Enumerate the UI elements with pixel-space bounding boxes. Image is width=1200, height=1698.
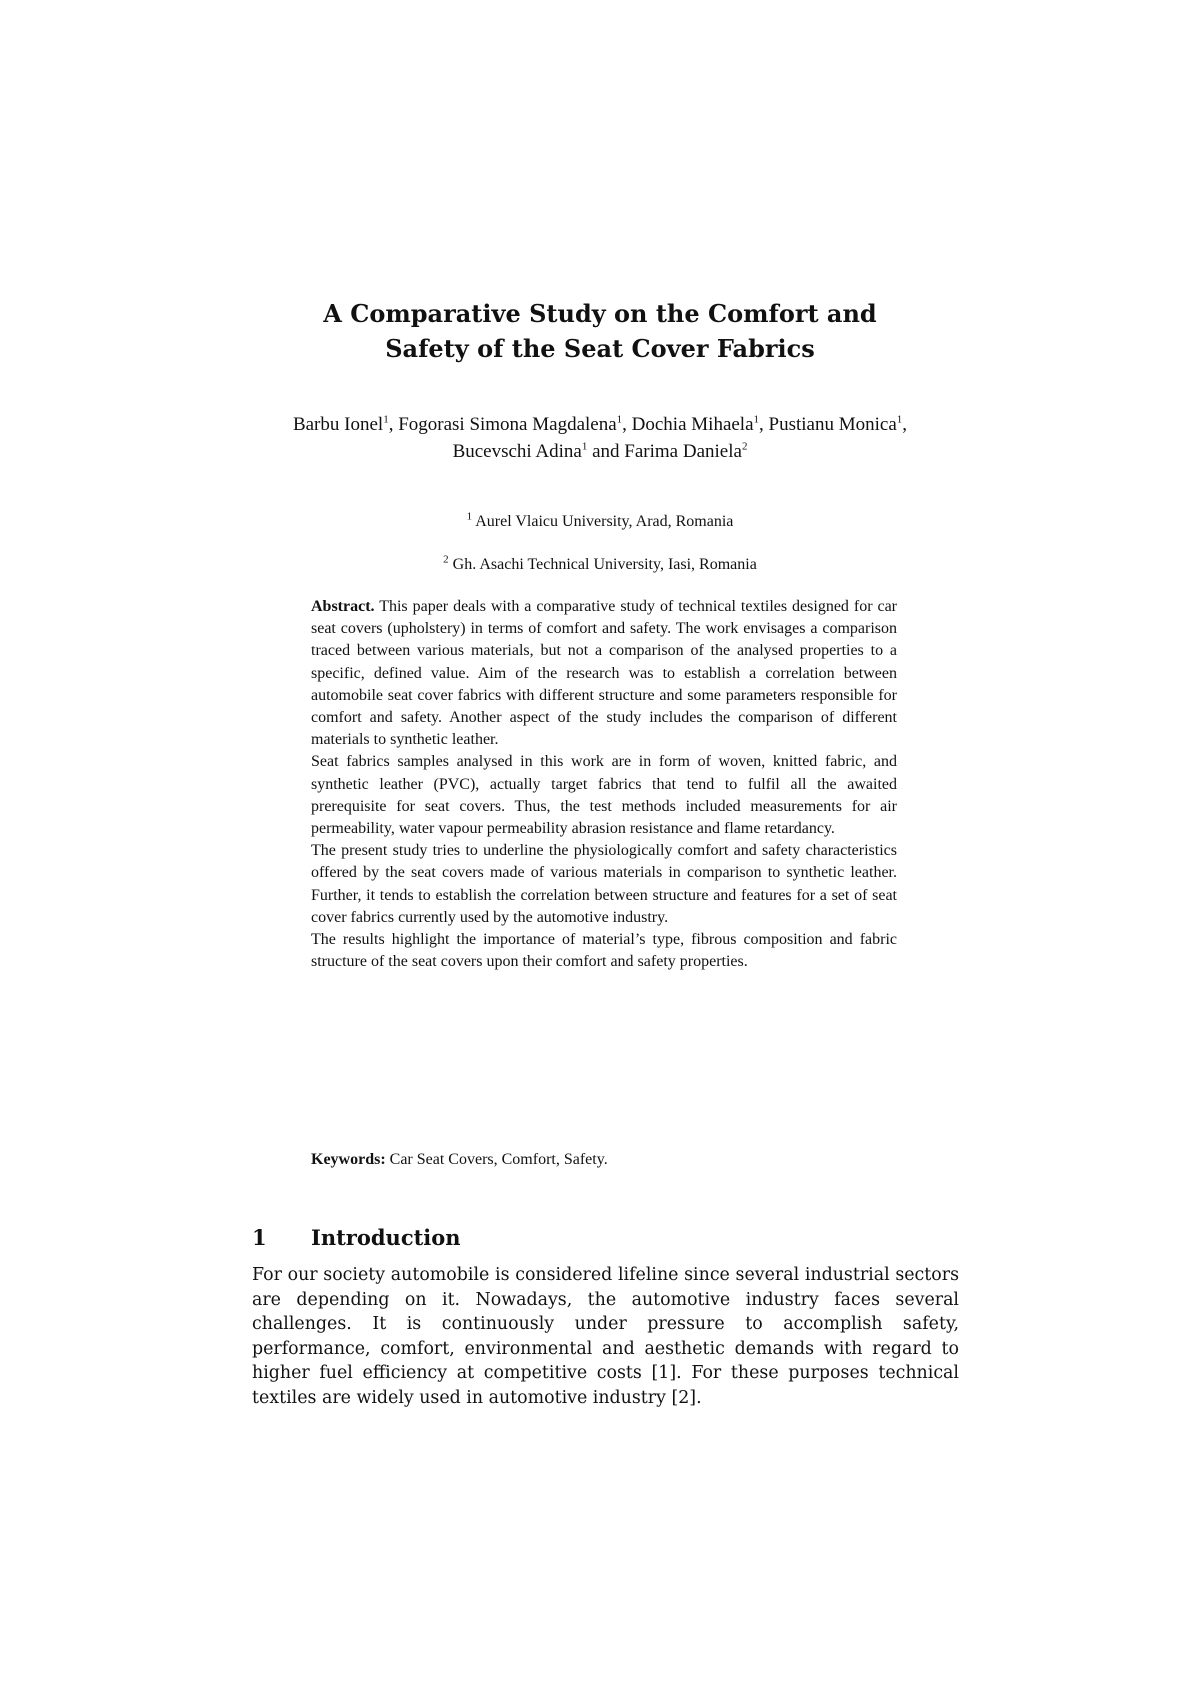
abstract-paragraph: The present study tries to underline the physiologically comfort and safety characteristics offered by the seat covers made of various materials in comparison to synthetic leather. Further, it tends to establish the correlation between structure and features for a set of seat cover fabrics currently used by the automotive industry. <box>311 842 897 926</box>
author-name: Fogorasi Simona Magdalena <box>398 414 617 435</box>
affiliation-2 <box>0 555 1200 575</box>
author-line-1 <box>0 411 1200 438</box>
author-separator: , <box>759 414 769 435</box>
abstract-paragraph: Seat fabrics samples analysed in this work are in form of woven, knitted fabric, and synthetic leather (PVC), actually target fabrics that tend to fulfil all the awaited prerequisite for seat covers. Thus, the test methods included measurements for air permeability, water vapour permeability abrasion resistance and flame retardancy. <box>311 753 897 838</box>
author-name: Dochia Mihaela <box>631 414 754 435</box>
author-affiliation-mark: 1 <box>753 413 760 426</box>
author-line-2 <box>0 438 1200 465</box>
affiliation-text: Aurel Vlaicu University, Arad, Romania <box>475 513 734 530</box>
affiliation-1 <box>0 512 1200 532</box>
keywords-text: Car Seat Covers, Comfort, Safety. <box>389 1151 608 1168</box>
abstract-paragraph: The results highlight the importance of material’s type, fibrous composition and fabric structure of the seat covers upon their comfort and safety properties. <box>311 931 897 971</box>
paper-title-line-1: A Comparative Study on the Comfort and <box>323 299 877 328</box>
paper-title <box>0 296 1200 366</box>
author-name: Farima Daniela <box>624 441 742 462</box>
abstract-paragraph <box>311 596 897 751</box>
author-affiliation-mark: 2 <box>741 440 748 453</box>
author-separator: , <box>388 414 399 435</box>
introduction-paragraph: For our society automobile is considered lifeline since several industrial sectors are depending on it. Nowadays, the automotive industry faces several challenges. It is continuously under pressure to accomplish safety, performance, comfort, environmental and aesthetic demands with regard to higher fuel efficiency at competitive costs [1]. For these purposes technical textiles are widely used in automotive industry [2]. <box>252 1265 959 1408</box>
keywords <box>311 1149 897 1171</box>
affiliation-mark: 1 <box>466 510 473 523</box>
author-affiliation-mark: 1 <box>383 413 389 426</box>
abstract-label: Abstract. <box>311 598 375 615</box>
author-separator: , <box>622 414 632 435</box>
author-name: Pustianu Monica <box>768 414 897 435</box>
affiliation-text: Gh. Asachi Technical University, Iasi, Romania <box>452 556 757 573</box>
author-affiliation-mark: 1 <box>896 413 903 426</box>
keywords-label: Keywords: <box>311 1151 386 1168</box>
author-affiliation-mark: 1 <box>616 413 623 426</box>
author-separator: , <box>902 414 908 435</box>
paper-title-line-2: Safety of the Seat Cover Fabrics <box>385 334 815 363</box>
author-separator: and <box>587 441 625 462</box>
section-number: 1 <box>252 1225 267 1251</box>
author-affiliation-mark: 1 <box>581 440 588 453</box>
affiliation-mark: 2 <box>443 553 449 566</box>
abstract <box>311 596 897 973</box>
author-name: Bucevschi Adina <box>452 441 582 462</box>
author-list <box>0 411 1200 465</box>
author-name: Barbu Ionel <box>292 414 384 435</box>
section-title: Introduction <box>311 1225 461 1251</box>
section-heading <box>252 1224 461 1252</box>
abstract-text: This paper deals with a comparative study of technical textiles designed for car seat covers (upholstery) in terms of comfort and safety. The work envisages a comparison traced between various materials, but not a comparison of the analysed properties to a specific, defined value. Aim of the research was to establish a correlation between automobile seat cover fabrics with different structure and some parameters responsible for comfort and safety. Another aspect of the study includes the comparison of different materials to synthetic leather. <box>311 598 897 749</box>
